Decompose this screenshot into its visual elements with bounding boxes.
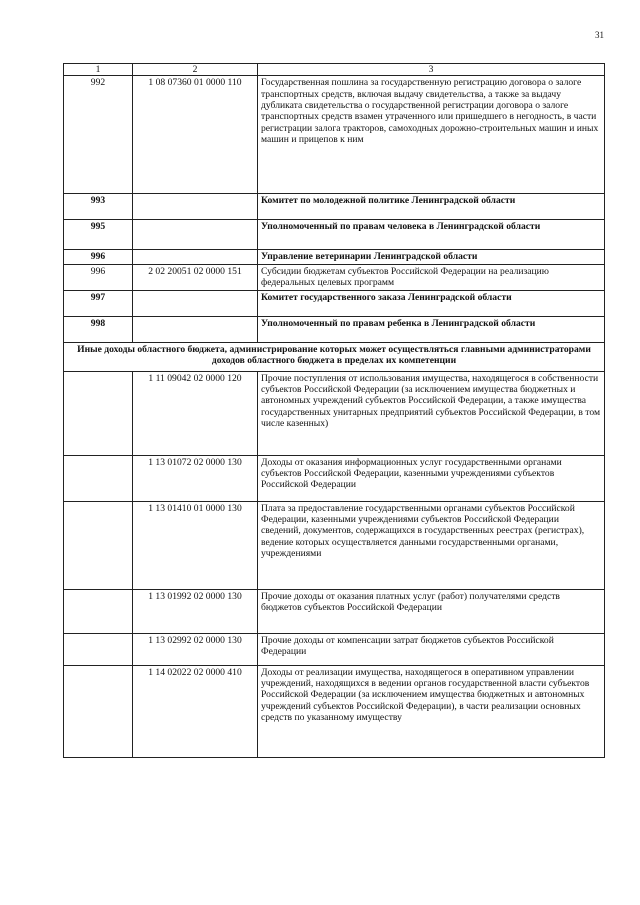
code-cell: 998 [64, 316, 133, 342]
kbk-cell: 1 11 09042 02 0000 120 [133, 371, 258, 455]
description-cell: Прочие доходы от оказания платных услуг (работ) получателями средств бюджетов субъектов Российской Федерации [258, 589, 605, 633]
description-cell: Комитет государственного заказа Ленинградской области [258, 290, 605, 316]
revenue-table [63, 63, 605, 758]
kbk-cell: 1 13 02992 02 0000 130 [133, 633, 258, 665]
section-heading-row [64, 342, 605, 371]
description-cell: Прочие доходы от компенсации затрат бюджетов субъектов Российской Федерации [258, 633, 605, 665]
header-col-2: 2 [133, 64, 258, 76]
code-cell: 992 [64, 76, 133, 194]
table-row [64, 371, 605, 455]
code-cell [64, 633, 133, 665]
table-row [64, 589, 605, 633]
kbk-cell [133, 290, 258, 316]
kbk-cell: 1 13 01992 02 0000 130 [133, 589, 258, 633]
code-cell [64, 589, 133, 633]
description-cell: Комитет по молодежной политике Ленинградской области [258, 194, 605, 220]
description-cell: Государственная пошлина за государственную регистрацию договора о залоге транспортных средств, включая выдачу свидетельства, а также за выдачу дубликата свидетельства о государственной регистрации договора о залоге транспортных средств взамен утраченного или пришедшего в негодность, в части регистрации залога тракторов, самоходных дорожно-строительных машин и иных машин и прицепов к ним [258, 76, 605, 194]
table-row [64, 455, 605, 501]
page-number: 31 [595, 30, 604, 40]
kbk-cell [133, 194, 258, 220]
description-cell: Доходы от реализации имущества, находящегося в оперативном управлении учреждений, находящихся в ведении органов государственной власти субъектов Российской Федерации (за исключением имущества бюджетных и автономных учреждений субъектов Российской Федерации), в части реализации основных средств по указанному имуществу [258, 665, 605, 757]
section-heading: Иные доходы областного бюджета, администрирование которых может осуществляться главными администраторами доходов областного бюджета в пределах их компетенции [64, 342, 605, 371]
kbk-cell: 2 02 20051 02 0000 151 [133, 264, 258, 290]
kbk-cell: 1 14 02022 02 0000 410 [133, 665, 258, 757]
description-cell: Уполномоченный по правам человека в Ленинградской области [258, 220, 605, 250]
table-row [64, 501, 605, 589]
header-col-1: 1 [64, 64, 133, 76]
table-row [64, 194, 605, 220]
kbk-cell [133, 220, 258, 250]
description-cell: Управление ветеринарии Ленинградской области [258, 250, 605, 264]
table-row [64, 290, 605, 316]
table-row [64, 76, 605, 194]
kbk-cell: 1 08 07360 01 0000 110 [133, 76, 258, 194]
code-cell: 997 [64, 290, 133, 316]
table-row [64, 220, 605, 250]
table-row [64, 264, 605, 290]
code-cell [64, 501, 133, 589]
description-cell: Прочие поступления от использования имущества, находящегося в собственности субъектов Российской Федерации (за исключением имущества бюджетных и автономных учреждений субъектов Российской Федерации, а также имущества государственных унитарных предприятий субъектов Российской Федерации, в том числе казенных) [258, 371, 605, 455]
table-row [64, 633, 605, 665]
table-row [64, 316, 605, 342]
code-cell: 996 [64, 264, 133, 290]
header-col-3: 3 [258, 64, 605, 76]
code-cell: 995 [64, 220, 133, 250]
kbk-cell [133, 316, 258, 342]
code-cell [64, 665, 133, 757]
kbk-cell: 1 13 01072 02 0000 130 [133, 455, 258, 501]
code-cell: 993 [64, 194, 133, 220]
code-cell [64, 455, 133, 501]
description-cell: Доходы от оказания информационных услуг государственными органами субъектов Российской Федерации, казенными учреждениями субъектов Российской Федерации [258, 455, 605, 501]
description-cell: Уполномоченный по правам ребенка в Ленинградской области [258, 316, 605, 342]
table-header-row [64, 64, 605, 76]
table-row [64, 665, 605, 757]
code-cell: 996 [64, 250, 133, 264]
code-cell [64, 371, 133, 455]
kbk-cell: 1 13 01410 01 0000 130 [133, 501, 258, 589]
kbk-cell [133, 250, 258, 264]
description-cell: Субсидии бюджетам субъектов Российской Федерации на реализацию федеральных целевых программ [258, 264, 605, 290]
table-row [64, 250, 605, 264]
description-cell: Плата за предоставление государственными органами субъектов Российской Федерации, казенными учреждениями субъектов Российской Федерации сведений, документов, содержащихся в государственных реестрах (регистрах), ведение которых осуществляется данными государственными органами, учреждениями [258, 501, 605, 589]
